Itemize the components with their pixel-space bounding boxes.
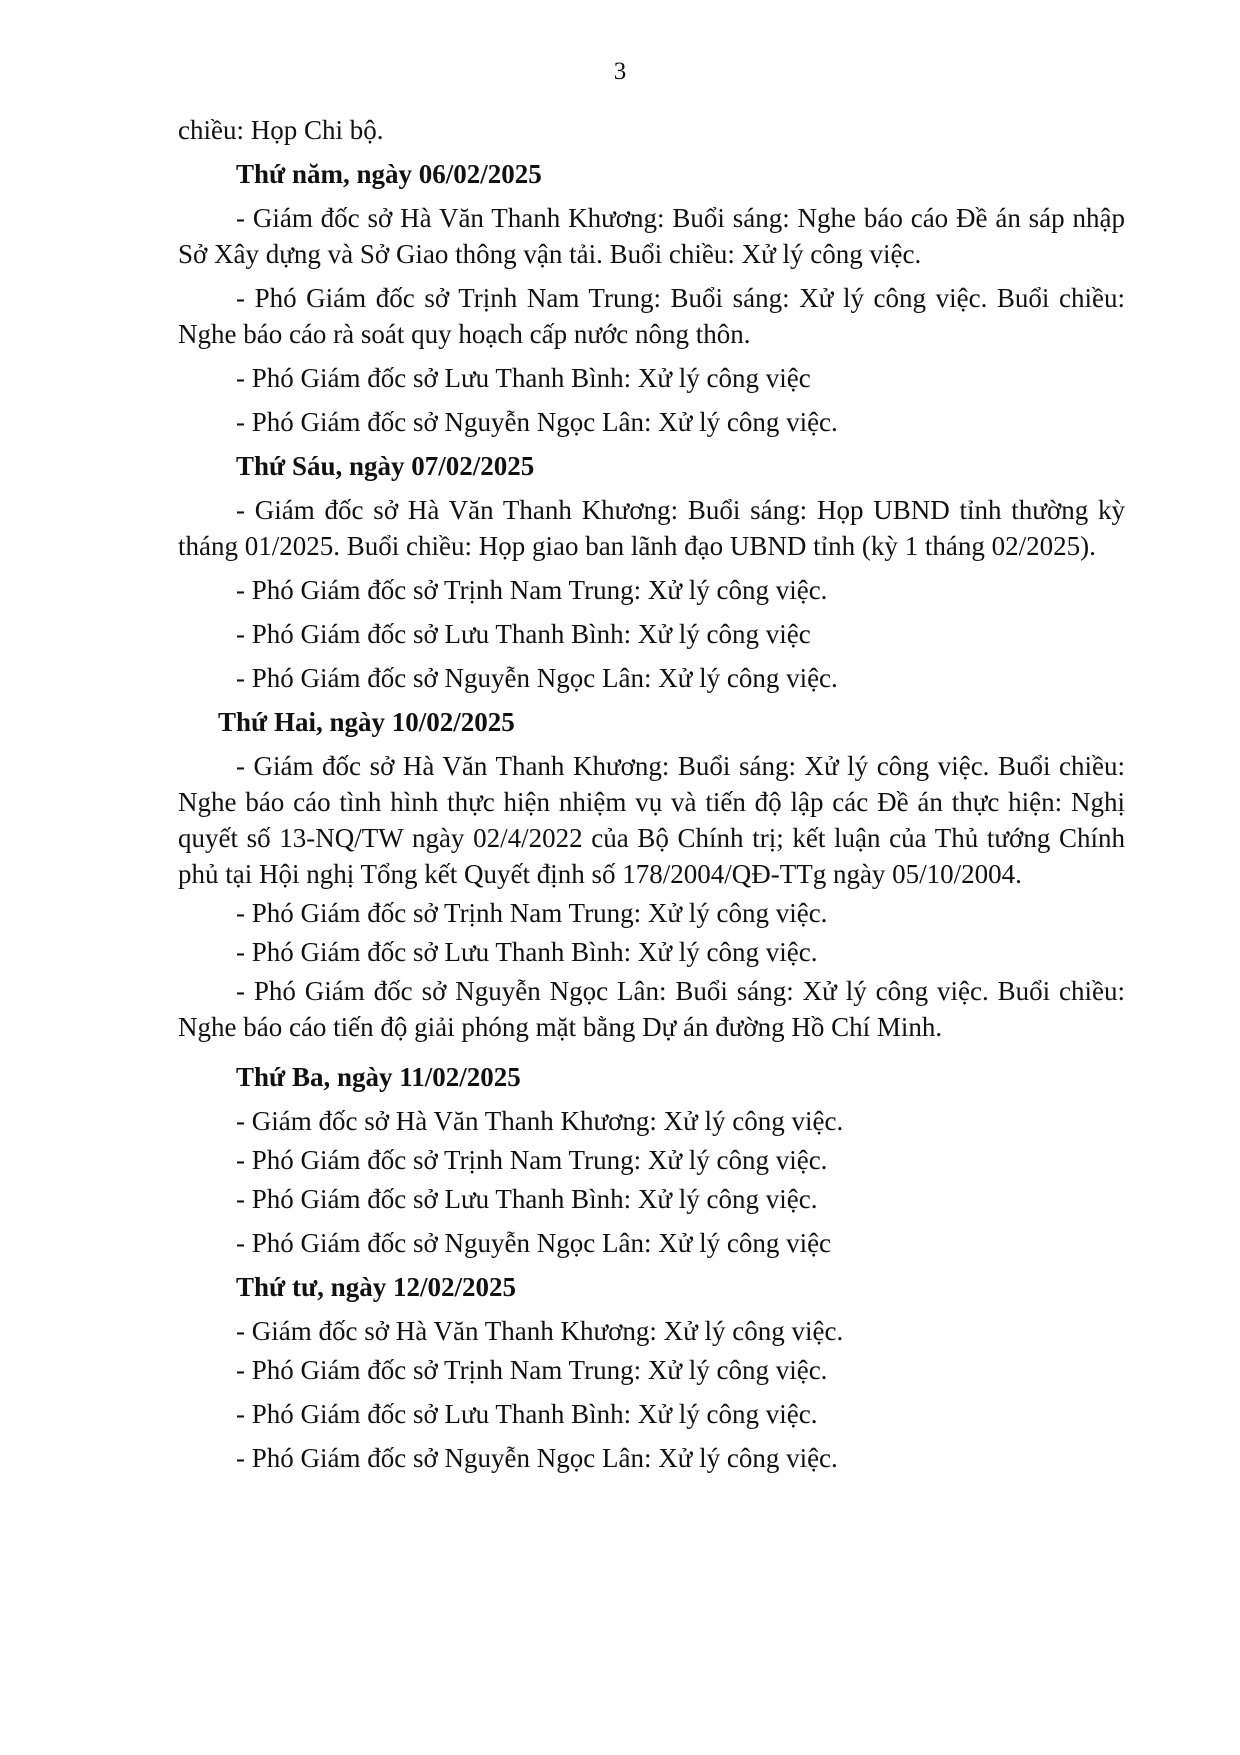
schedule-item: - Phó Giám đốc sở Lưu Thanh Bình: Xử lý công việc. [236,1399,818,1429]
schedule-content [178,112,1125,1484]
schedule-item: - Phó Giám đốc sở Nguyễn Ngọc Lân: Xử lý công việc. [236,407,838,437]
schedule-item: - Phó Giám đốc sở Nguyễn Ngọc Lân: Xử lý công việc. [236,663,838,693]
day-heading: Thứ năm, ngày 06/02/2025 [236,159,542,189]
day-heading: Thứ Ba, ngày 11/02/2025 [236,1062,521,1092]
schedule-item: - Phó Giám đốc sở Nguyễn Ngọc Lân: Xử lý công việc. [236,1443,838,1473]
schedule-item: - Giám đốc sở Hà Văn Thanh Khương: Buổi sáng: Xử lý công việc. Buổi chiều: Nghe báo cáo tình hình thực hiện nhiệm vụ và tiến độ lập các Đề án thực hiện: Nghị quyết số 13-NQ/TW ngày 02/4/2022 của Bộ Chính trị; kết luận của Thủ tướng Chính phủ tại Hội nghị Tổng kết Quyết định số 178/2004/QĐ-TTg ngày 05/10/2004. [178,751,1125,889]
page-number: 3 [613,58,627,85]
schedule-item: - Giám đốc sở Hà Văn Thanh Khương: Xử lý công việc. [236,1316,844,1346]
schedule-item: - Giám đốc sở Hà Văn Thanh Khương: Xử lý công việc. [236,1106,844,1136]
day-heading: Thứ Hai, ngày 10/02/2025 [218,707,515,737]
day-heading: Thứ tư, ngày 12/02/2025 [236,1272,516,1302]
schedule-item: - Giám đốc sở Hà Văn Thanh Khương: Buổi sáng: Họp UBND tỉnh thường kỳ tháng 01/2025. Buổi chiều: Họp giao ban lãnh đạo UBND tỉnh (kỳ 1 tháng 02/2025). [178,495,1125,561]
schedule-item: - Phó Giám đốc sở Lưu Thanh Bình: Xử lý công việc [236,619,811,649]
intro-text: chiều: Họp Chi bộ. [178,115,384,145]
schedule-item: - Phó Giám đốc sở Trịnh Nam Trung: Xử lý công việc. [236,575,828,605]
schedule-item: - Phó Giám đốc sở Lưu Thanh Bình: Xử lý công việc. [236,1184,818,1214]
schedule-item: - Phó Giám đốc sở Trịnh Nam Trung: Buổi sáng: Xử lý công việc. Buổi chiều: Nghe báo cáo rà soát quy hoạch cấp nước nông thôn. [178,283,1125,349]
schedule-item: - Phó Giám đốc sở Trịnh Nam Trung: Xử lý công việc. [236,1355,828,1385]
schedule-item: - Phó Giám đốc sở Trịnh Nam Trung: Xử lý công việc. [236,898,828,928]
day-heading: Thứ Sáu, ngày 07/02/2025 [236,451,535,481]
schedule-item: - Phó Giám đốc sở Nguyễn Ngọc Lân: Buổi sáng: Xử lý công việc. Buổi chiều: Nghe báo cáo tiến độ giải phóng mặt bằng Dự án đường Hồ Chí Minh. [178,976,1125,1042]
schedule-item: - Phó Giám đốc sở Lưu Thanh Bình: Xử lý công việc. [236,937,818,967]
schedule-item: - Phó Giám đốc sở Lưu Thanh Bình: Xử lý công việc [236,363,811,393]
schedule-item: - Giám đốc sở Hà Văn Thanh Khương: Buổi sáng: Nghe báo cáo Đề án sáp nhập Sở Xây dựng và Sở Giao thông vận tải. Buổi chiều: Xử lý công việc. [178,203,1125,269]
schedule-item: - Phó Giám đốc sở Trịnh Nam Trung: Xử lý công việc. [236,1145,828,1175]
schedule-item: - Phó Giám đốc sở Nguyễn Ngọc Lân: Xử lý công việc [236,1228,832,1258]
